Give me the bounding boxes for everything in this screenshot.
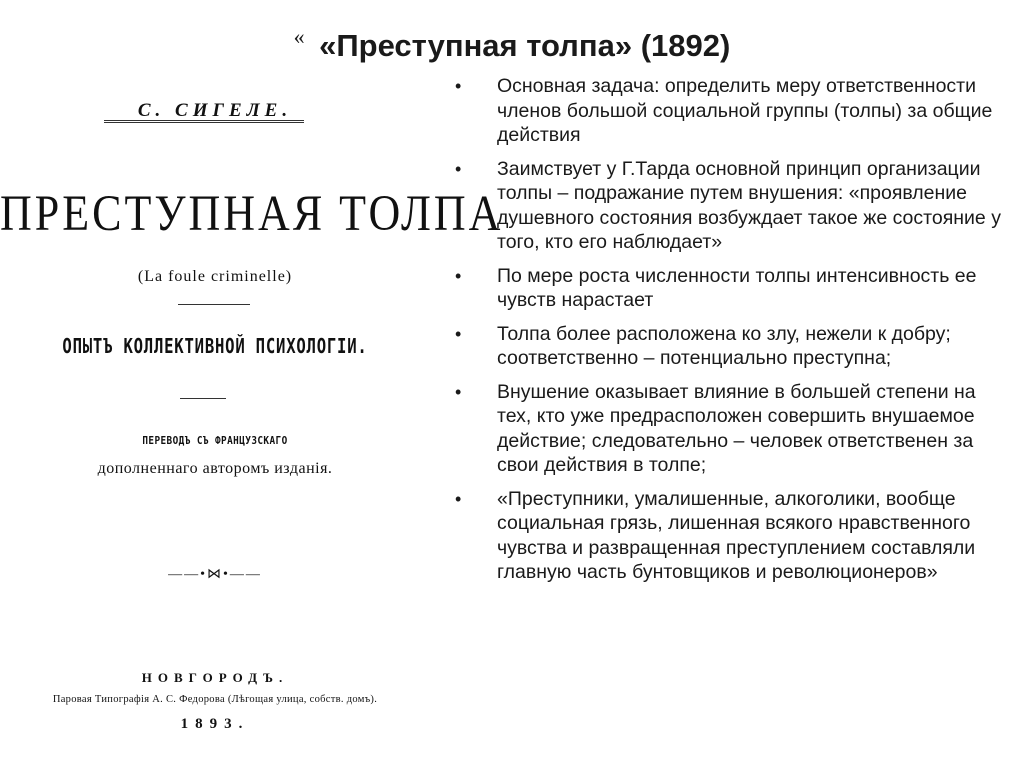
book-cover-image xyxy=(0,88,504,748)
cover-essay-line: ОПЫТЪ КОЛЛЕКТИВНОЙ ПСИХОЛОГІИ. xyxy=(62,334,368,358)
bullet-marker: • xyxy=(455,265,462,286)
slide-title-text: «Преступная толпа» (1892) xyxy=(319,28,731,63)
cover-translated: ПЕРЕВОДЪ СЪ ФРАНЦУЗСКАГО xyxy=(142,434,288,447)
bullet-marker: • xyxy=(455,488,462,509)
bullet-item xyxy=(455,380,1011,478)
cover-author: С. СИГЕЛЕ. xyxy=(137,100,293,121)
bullet-text: Основная задача: определить меру ответственности членов большой социальной группы (толпы) за общие действия xyxy=(497,75,993,146)
bullet-list xyxy=(455,74,1011,594)
bullet-text: «Преступники, умалишенные, алкоголики, вообще социальная грязь, лишенная всякого нравственного чувства и развращенная преступлением составляли главную часть бунтовщиков и революционеров» xyxy=(497,487,976,583)
cover-subtitle: (La foule criminelle) xyxy=(137,268,293,285)
bullet-text: Заимствует у Г.Тарда основной принцип организации толпы – подражание путем внушения: «проявление душевного состояния возбуждает такое же состояние у того, кто его наблюдает» xyxy=(497,157,1001,253)
title-mark: « xyxy=(293,24,305,49)
bullet-item xyxy=(455,264,1011,313)
bullet-item xyxy=(455,487,1011,585)
bullet-item xyxy=(455,157,1011,255)
bullet-text: По мере роста численности толпы интенсивность ее чувств нарастает xyxy=(497,264,977,311)
cover-title: ПРЕСТУПНАЯ ТОЛПА xyxy=(0,185,504,242)
cover-divider xyxy=(180,398,226,399)
bullet-marker: • xyxy=(455,381,462,402)
cover-printer: Паровая Типографія А. С. Федорова (Лѣгощая улица, собств. домъ). xyxy=(52,694,378,705)
bullet-marker: • xyxy=(455,323,462,344)
bullet-item xyxy=(455,322,1011,371)
cover-edition: дополненнаго авторомъ изданія. xyxy=(97,460,333,477)
bullet-marker: • xyxy=(455,158,462,179)
slide-title xyxy=(0,24,1024,64)
cover-divider xyxy=(178,304,250,305)
cover-city: НОВГОРОДЪ. xyxy=(141,670,289,685)
bullet-item xyxy=(455,74,1011,148)
bullet-marker: • xyxy=(455,76,462,96)
bullet-text: Толпа более расположена ко злу, нежели к добру; соответственно – потенциально преступна; xyxy=(497,322,951,369)
bullet-text: Внушение оказывает влияние в большей степени на тех, кто уже предрасположен совершить внушаемое действие; следовательно – человек ответственен за свои действия в толпе; xyxy=(497,380,976,476)
cover-year: 1893. xyxy=(180,716,250,732)
cover-ornament: ——•⋈•—— xyxy=(168,567,262,582)
